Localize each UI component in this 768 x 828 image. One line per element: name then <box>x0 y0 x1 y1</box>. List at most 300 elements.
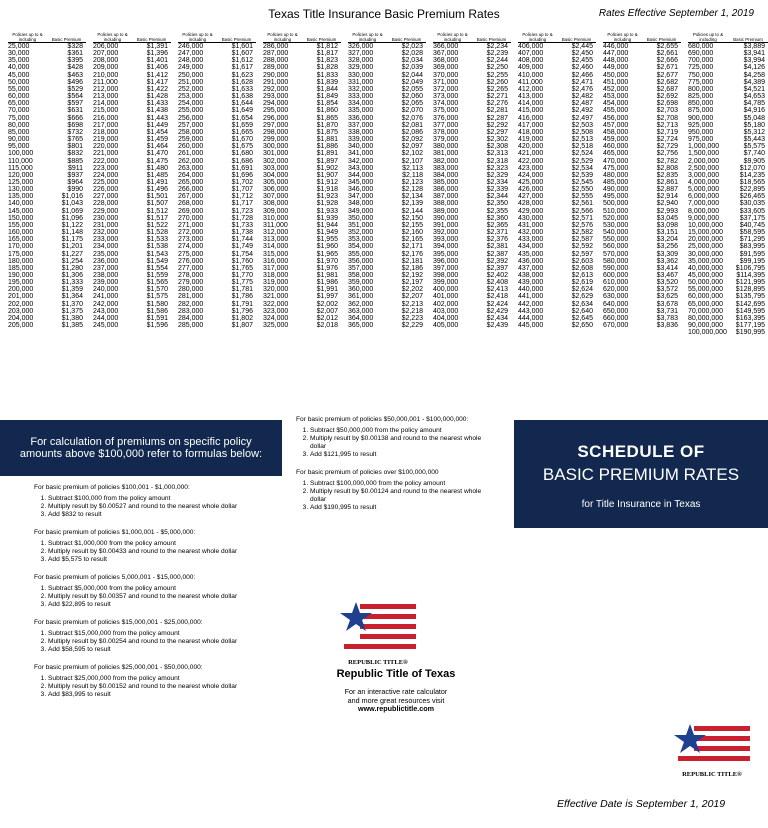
premium-amount: $91,595 <box>739 250 765 258</box>
table-row <box>603 286 681 293</box>
policy-amount: 376,000 <box>433 114 459 122</box>
header-policy: Policies up to & including <box>522 32 553 42</box>
policy-amount: 391,000 <box>433 221 459 229</box>
table-row <box>93 57 171 64</box>
premium-amount: $2,413 <box>486 286 508 294</box>
table-row <box>178 243 256 250</box>
table-row <box>178 322 256 329</box>
policy-amount: 358,000 <box>348 272 374 279</box>
premium-amount: $1,016 <box>61 193 83 201</box>
table-row <box>263 172 341 179</box>
table-row <box>263 229 341 236</box>
rate-column <box>178 20 256 329</box>
premium-amount: $1,406 <box>146 64 168 72</box>
premium-amount: $149,595 <box>735 307 765 315</box>
premium-amount: $3,731 <box>656 307 678 315</box>
premium-amount: $5,180 <box>743 121 765 129</box>
table-row <box>433 301 511 308</box>
table-row <box>433 222 511 229</box>
premium-amount: $2,371 <box>486 229 508 237</box>
policy-amount: 35,000 <box>8 57 30 65</box>
policy-amount: 60,000,000 <box>688 293 724 301</box>
table-row <box>688 179 768 186</box>
premium-amount: $1,802 <box>231 314 253 322</box>
policy-amount: 224,000 <box>93 171 119 179</box>
table-row <box>688 279 768 286</box>
policy-amount: 429,000 <box>518 207 544 215</box>
policy-amount: 345,000 <box>348 178 374 186</box>
policy-amount: 900,000 <box>688 114 714 122</box>
policy-amount: 342,000 <box>348 157 374 165</box>
policy-amount: 288,000 <box>263 57 289 65</box>
table-row <box>518 186 596 193</box>
premium-amount: $2,476 <box>571 85 593 93</box>
premium-amount: $2,171 <box>401 243 423 251</box>
table-row <box>688 293 768 300</box>
policy-amount: 232,000 <box>93 229 119 237</box>
premium-amount: $1,306 <box>61 272 83 279</box>
table-row <box>348 272 426 279</box>
table-row <box>603 186 681 193</box>
table-row <box>178 172 256 179</box>
table-row <box>8 229 86 236</box>
premium-amount: $1,680 <box>231 150 253 158</box>
policy-amount: 324,000 <box>263 314 289 322</box>
table-row <box>348 57 426 64</box>
policy-amount: 219,000 <box>93 136 119 144</box>
policy-amount: 297,000 <box>263 121 289 129</box>
premium-amount: $2,534 <box>571 164 593 172</box>
policy-amount: 353,000 <box>348 236 374 244</box>
formula-block <box>34 664 244 699</box>
premium-amount: $2,271 <box>486 93 508 101</box>
policy-amount: 287,000 <box>263 50 289 58</box>
premium-amount: $666 <box>67 114 83 122</box>
policy-amount: 125,000 <box>8 178 34 186</box>
premium-amount: $1,875 <box>316 128 338 136</box>
premium-amount: $1,449 <box>146 121 168 129</box>
table-row <box>8 122 86 129</box>
formula-step: 3. Add $190,995 to result <box>310 504 486 512</box>
effective-date-bottom: Effective Date is September 1, 2019 <box>557 798 726 810</box>
table-row <box>178 272 256 279</box>
premium-amount: $2,044 <box>401 71 423 79</box>
table-row <box>263 186 341 193</box>
policy-amount: 306,000 <box>263 186 289 194</box>
policy-amount: 875,000 <box>688 107 714 115</box>
premium-amount: $4,521 <box>743 85 765 93</box>
table-row <box>603 272 681 279</box>
policy-amount: 424,000 <box>518 171 544 179</box>
premium-amount: $2,418 <box>486 293 508 301</box>
table-row <box>263 79 341 86</box>
policy-amount: 264,000 <box>178 171 204 179</box>
policy-amount: 277,000 <box>178 264 204 272</box>
policy-amount: 410,000 <box>518 71 544 79</box>
premium-amount: $1,607 <box>231 50 253 58</box>
premium-amount: $2,308 <box>486 143 508 151</box>
policy-amount: 448,000 <box>603 57 629 65</box>
premium-amount: $1,738 <box>231 229 253 237</box>
policy-amount: 155,000 <box>8 221 34 229</box>
table-row <box>518 129 596 136</box>
premium-amount: $2,524 <box>571 150 593 158</box>
formula-block <box>34 484 244 519</box>
page-title: Texas Title Insurance Basic Premium Rates <box>268 7 500 21</box>
policy-amount: 284,000 <box>178 314 204 322</box>
rate-column <box>93 20 171 329</box>
policy-amount: 285,000 <box>178 322 204 330</box>
formula-title: For basic premium of policies 5,000,001 - $15,000,000: <box>34 574 196 581</box>
policy-amount: 378,000 <box>433 128 459 136</box>
table-row <box>348 122 426 129</box>
table-row <box>263 122 341 129</box>
policy-amount: 60,000 <box>8 93 30 101</box>
table-row <box>178 208 256 215</box>
table-row <box>8 64 86 71</box>
table-row <box>178 86 256 93</box>
table-row <box>348 208 426 215</box>
premium-amount: $3,625 <box>656 293 678 301</box>
table-row <box>8 129 86 136</box>
table-row <box>518 193 596 200</box>
premium-amount: $2,518 <box>571 143 593 151</box>
premium-amount: $1,933 <box>316 207 338 215</box>
policy-amount: 299,000 <box>263 136 289 144</box>
premium-amount: $5,048 <box>743 114 765 122</box>
premium-amount: $2,613 <box>571 272 593 279</box>
table-row <box>433 272 511 279</box>
policy-amount: 447,000 <box>603 50 629 58</box>
table-row <box>433 72 511 79</box>
table-row <box>178 222 256 229</box>
table-row <box>348 165 426 172</box>
table-row <box>93 286 171 293</box>
policy-amount: 322,000 <box>263 300 289 308</box>
policy-amount: 426,000 <box>518 186 544 194</box>
formula-step: 1. Subtract $100,000,000 from the policy amount <box>310 480 486 488</box>
table-row <box>263 265 341 272</box>
policy-amount: 341,000 <box>348 150 374 158</box>
table-row <box>263 293 341 300</box>
premium-amount: $2,365 <box>486 221 508 229</box>
table-row <box>8 165 86 172</box>
table-row <box>8 308 86 315</box>
premium-amount: $3,520 <box>656 279 678 287</box>
policy-amount: 389,000 <box>433 207 459 215</box>
table-row <box>688 229 768 236</box>
table-row <box>348 308 426 315</box>
premium-amount: $2,671 <box>656 64 678 72</box>
policy-amount: 310,000 <box>263 214 289 222</box>
table-row <box>518 200 596 207</box>
policy-amount: 475,000 <box>603 164 629 172</box>
table-row <box>263 165 341 172</box>
policy-amount: 290,000 <box>263 71 289 79</box>
premium-amount: $2,297 <box>486 128 508 136</box>
premium-amount: $2,302 <box>486 136 508 144</box>
policy-amount: 336,000 <box>348 114 374 122</box>
premium-amount: $1,227 <box>61 250 83 258</box>
policy-amount: 680,000 <box>688 43 714 50</box>
policy-amount: 204,000 <box>8 314 34 322</box>
header-premium: Basic Premium <box>476 37 507 42</box>
premium-amount: $2,487 <box>571 100 593 108</box>
premium-amount: $1,675 <box>231 143 253 151</box>
premium-amount: $1,633 <box>231 85 253 93</box>
policy-amount: 401,000 <box>433 293 459 301</box>
table-row <box>518 158 596 165</box>
policy-amount: 327,000 <box>348 50 374 58</box>
premium-amount: $2,645 <box>571 314 593 322</box>
premium-amount: $2,455 <box>571 57 593 65</box>
policy-amount: 227,000 <box>93 193 119 201</box>
table-row <box>178 258 256 265</box>
premium-amount: $2,144 <box>401 207 423 215</box>
policy-amount: 275,000 <box>178 250 204 258</box>
premium-amount: $1,691 <box>231 164 253 172</box>
policy-amount: 195,000 <box>8 279 34 287</box>
premium-amount: $4,258 <box>743 71 765 79</box>
premium-amount: $765 <box>67 136 83 144</box>
premium-amount: $2,587 <box>571 236 593 244</box>
table-row <box>178 200 256 207</box>
policy-amount: 442,000 <box>518 300 544 308</box>
table-row <box>263 236 341 243</box>
premium-amount: $14,235 <box>739 171 765 179</box>
table-row <box>178 279 256 286</box>
table-row <box>518 86 596 93</box>
header-policy: Policies up to & including <box>352 32 383 42</box>
table-row <box>8 186 86 193</box>
premium-amount: $1,370 <box>61 300 83 308</box>
policy-amount: 395,000 <box>433 250 459 258</box>
policy-amount: 115,000 <box>8 164 33 172</box>
table-row <box>433 129 511 136</box>
table-row <box>518 286 596 293</box>
premium-amount: $1,538 <box>146 243 168 251</box>
premium-amount: $1,628 <box>231 78 253 86</box>
premium-amount: $1,918 <box>316 186 338 194</box>
table-row <box>93 129 171 136</box>
premium-amount: $1,897 <box>316 157 338 165</box>
table-row <box>263 150 341 157</box>
policy-amount: 360,000 <box>348 286 374 294</box>
premium-amount: $2,698 <box>656 100 678 108</box>
policy-amount: 211,000 <box>93 78 118 86</box>
policy-amount: 55,000 <box>8 85 30 93</box>
policy-amount: 65,000 <box>8 100 30 108</box>
premium-amount: $1,754 <box>231 250 253 258</box>
table-row <box>433 193 511 200</box>
premium-amount: $1,512 <box>146 207 168 215</box>
policy-amount: 170,000 <box>8 243 34 251</box>
brand-sub2: and more great resources visit <box>347 695 445 705</box>
table-row <box>263 215 341 222</box>
policy-amount: 263,000 <box>178 164 204 172</box>
premium-amount: $1,417 <box>146 78 168 86</box>
table-row <box>688 150 768 157</box>
policy-amount: 399,000 <box>433 279 459 287</box>
policy-amount: 234,000 <box>93 243 119 251</box>
policy-amount: 3,000,000 <box>688 171 720 179</box>
premium-amount: $2,555 <box>571 193 593 201</box>
brand-url[interactable]: www.republictitle.com <box>357 704 434 713</box>
premium-amount: $2,529 <box>571 157 593 165</box>
premium-amount: $2,445 <box>571 43 593 50</box>
premium-amount: $2,597 <box>571 250 593 258</box>
premium-amount: $2,255 <box>486 71 508 79</box>
rate-column <box>688 20 768 336</box>
premium-amount: $2,160 <box>401 229 423 237</box>
premium-amount: $2,782 <box>656 157 678 165</box>
premium-amount: $2,060 <box>401 93 423 101</box>
table-row <box>93 315 171 322</box>
header-premium: Basic Premium <box>136 37 167 42</box>
premium-amount: $463 <box>67 71 83 79</box>
table-row <box>348 115 426 122</box>
policy-amount: 65,000,000 <box>688 300 724 308</box>
premium-amount: $2,276 <box>486 100 508 108</box>
table-row <box>518 115 596 122</box>
premium-amount: $1,491 <box>146 178 168 186</box>
premium-amount: $1,454 <box>146 128 168 136</box>
policy-amount: 298,000 <box>263 128 289 136</box>
table-row <box>348 129 426 136</box>
premium-amount: $1,575 <box>146 293 168 301</box>
premium-amount: $2,023 <box>401 43 423 50</box>
table-row <box>518 229 596 236</box>
policy-amount: 417,000 <box>518 121 544 129</box>
table-row <box>8 150 86 157</box>
policy-amount: 80,000,000 <box>688 314 724 322</box>
policy-amount: 210,000 <box>93 71 119 79</box>
table-row <box>8 115 86 122</box>
formula-title: For basic premium of policies $50,000,001 - $100,000,000: <box>296 416 469 423</box>
premium-amount: $2,655 <box>656 43 678 50</box>
policy-amount: 331,000 <box>348 78 374 86</box>
table-row <box>178 308 256 315</box>
policy-amount: 361,000 <box>348 293 374 301</box>
premium-amount: $3,678 <box>656 300 678 308</box>
premium-amount: $832 <box>67 150 83 158</box>
premium-amount: $2,092 <box>401 136 423 144</box>
table-row <box>348 215 426 222</box>
policy-amount: 150,000 <box>8 214 34 222</box>
premium-amount: $2,081 <box>401 121 423 129</box>
policy-amount: 15,000,000 <box>688 229 724 237</box>
policy-amount: 2,000,000 <box>688 157 720 165</box>
table-row <box>178 57 256 64</box>
premium-amount: $3,204 <box>656 236 678 244</box>
premium-amount: $1,960 <box>316 243 338 251</box>
premium-amount: $428 <box>67 64 83 72</box>
policy-amount: 530,000 <box>603 221 629 229</box>
policy-amount: 80,000 <box>8 121 30 129</box>
premium-amount: $1,839 <box>316 78 338 86</box>
policy-amount: 5,000,000 <box>688 186 720 194</box>
policy-amount: 440,000 <box>518 286 544 294</box>
table-row <box>348 179 426 186</box>
premium-amount: $2,134 <box>401 193 423 201</box>
premium-amount: $3,572 <box>656 286 678 294</box>
table-row <box>263 272 341 279</box>
premium-amount: $2,070 <box>401 107 423 115</box>
policy-amount: 352,000 <box>348 229 374 237</box>
table-row <box>518 72 596 79</box>
premium-amount: $1,385 <box>61 322 83 330</box>
premium-amount: $2,028 <box>401 50 423 58</box>
premium-amount: $2,192 <box>401 272 423 279</box>
premium-amount: $2,603 <box>571 257 593 265</box>
table-row <box>178 229 256 236</box>
policy-amount: 315,000 <box>263 250 289 258</box>
premium-amount: $2,861 <box>656 178 678 186</box>
policy-amount: 433,000 <box>518 236 544 244</box>
table-row <box>8 265 86 272</box>
premium-amount: $1,501 <box>146 193 168 201</box>
table-row <box>603 322 681 329</box>
table-row <box>178 100 256 107</box>
premium-amount: $2,076 <box>401 114 423 122</box>
premium-amount: $2,207 <box>401 293 423 301</box>
premium-amount: $2,424 <box>486 300 508 308</box>
header-policy: Policies up to & including <box>267 32 298 42</box>
table-row <box>8 100 86 107</box>
premium-amount: $2,360 <box>486 214 508 222</box>
policy-amount: 226,000 <box>93 186 119 194</box>
rate-column <box>518 20 596 329</box>
premium-amount: $1,644 <box>231 100 253 108</box>
policy-amount: 255,000 <box>178 107 204 115</box>
premium-amount: $1,433 <box>146 100 168 108</box>
premium-amount: $2,940 <box>656 200 678 208</box>
policy-amount: 570,000 <box>603 250 629 258</box>
premium-amount: $2,281 <box>486 107 508 115</box>
premium-amount: $1,554 <box>146 264 168 272</box>
policy-amount: 70,000 <box>8 107 30 115</box>
table-row <box>8 222 86 229</box>
rate-column <box>603 20 681 329</box>
formula-step: 3. Add $83,995 to result <box>48 691 244 699</box>
premium-amount: $1,796 <box>231 307 253 315</box>
formula-step: 3. Add $58,595 to result <box>48 646 244 654</box>
premium-amount: $2,513 <box>571 136 593 144</box>
policy-amount: 245,000 <box>93 322 119 330</box>
policy-amount: 347,000 <box>348 193 374 201</box>
policy-amount: 272,000 <box>178 229 204 237</box>
table-row <box>518 93 596 100</box>
table-row <box>263 50 341 57</box>
policy-amount: 250,000 <box>178 71 204 79</box>
policy-amount: 434,000 <box>518 243 544 251</box>
table-row <box>8 86 86 93</box>
policy-amount: 240,000 <box>93 286 119 294</box>
column-header <box>603 20 681 42</box>
policy-amount: 350,000 <box>348 214 374 222</box>
premium-amount: $1,670 <box>231 136 253 144</box>
header-premium: Basic Premium <box>51 37 82 42</box>
policy-amount: 216,000 <box>93 114 119 122</box>
premium-amount: $1,786 <box>231 293 253 301</box>
policy-amount: 215,000 <box>93 107 119 115</box>
table-row <box>433 43 511 50</box>
formula-step: 1. Subtract $50,000,000 from the policy amount <box>310 427 486 435</box>
premium-amount: $1,596 <box>146 322 168 330</box>
premium-amount: $2,334 <box>486 178 508 186</box>
header-policy: Policies up to & including <box>97 32 128 42</box>
table-row <box>518 79 596 86</box>
